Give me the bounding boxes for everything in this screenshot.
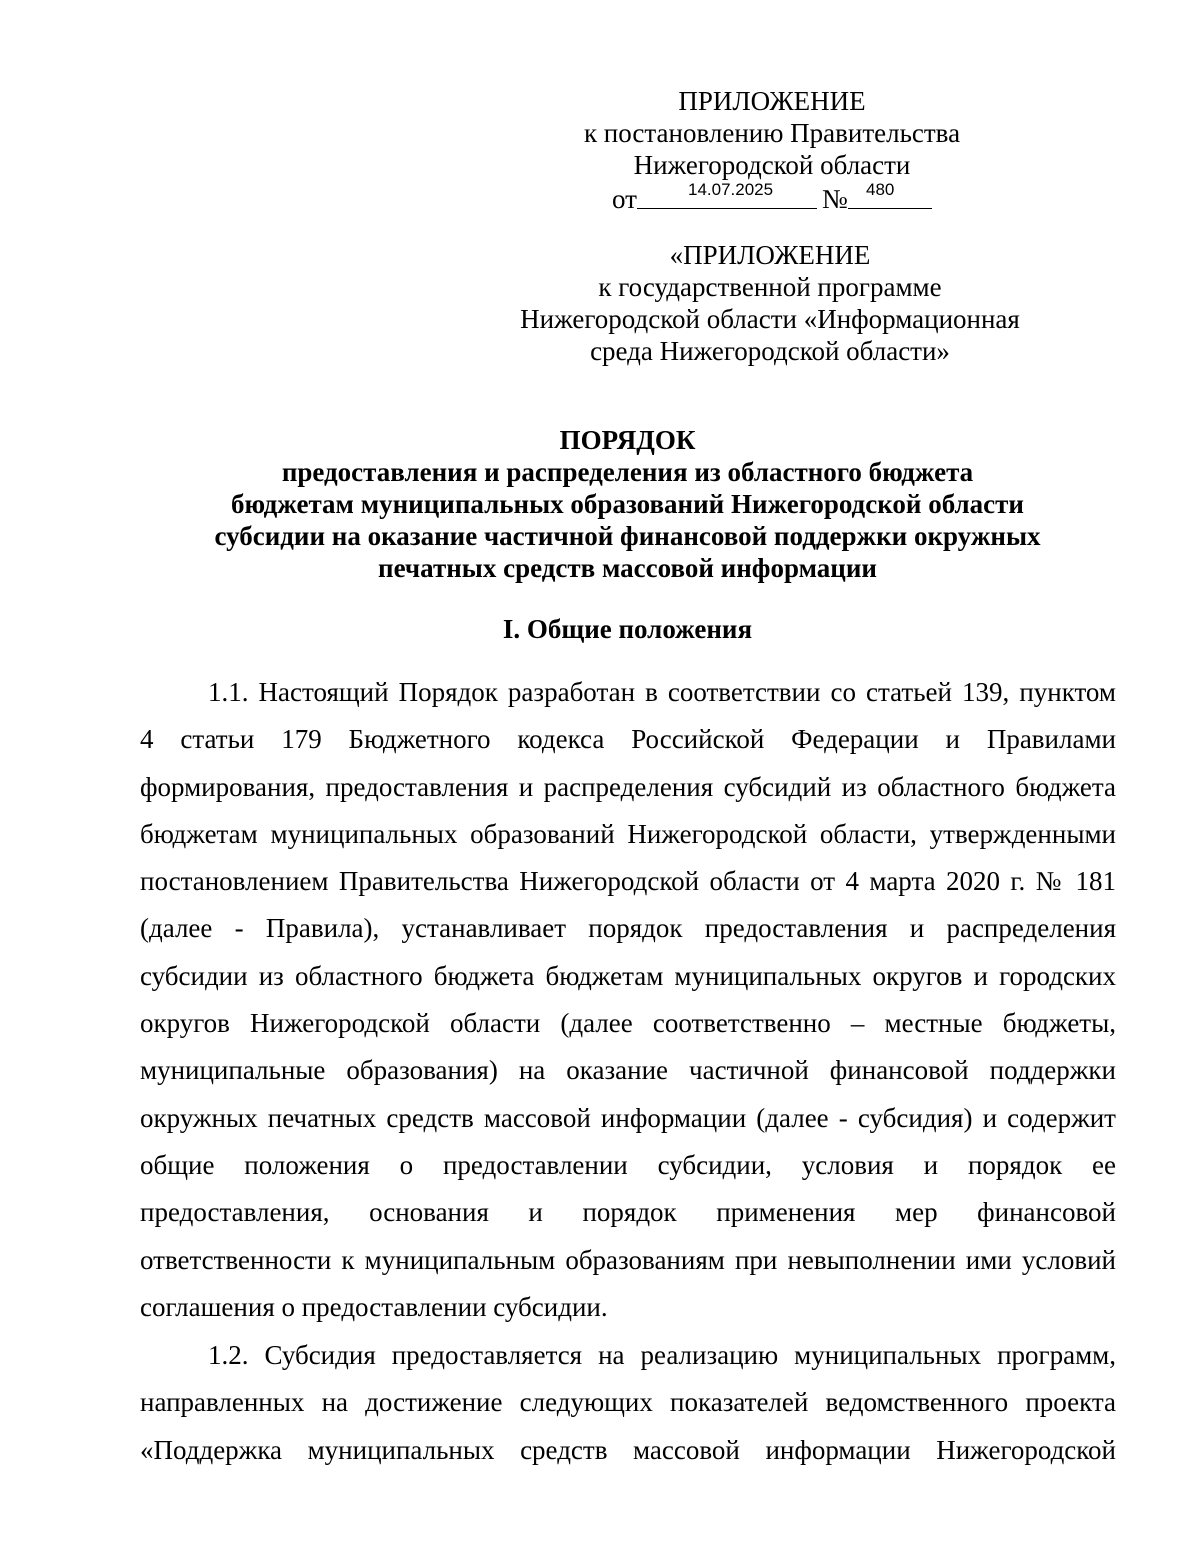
paragraph-1-2 [140,1332,1116,1474]
title-line: печатных средств массовой информации [378,553,877,583]
text-line: направленных на достижение следующих показателей ведомственного проекта [140,1387,1116,1418]
text-line: постановлением Правительства Нижегородской области от 4 марта 2020 г. № 181 [140,866,1116,897]
program-appendix-line: среда Нижегородской области» [590,336,950,366]
text-line: формирования, предоставления и распределения субсидий из областного бюджета [140,771,1116,802]
title-line: ПОРЯДОК [559,425,696,455]
title-line: бюджетам муниципальных образований Нижегородской области [231,489,1024,519]
text-line: субсидии из областного бюджета бюджетам муниципальных округов и городских [140,960,1116,991]
text-line: бюджетам муниципальных образований Нижегородской области, утвержденными [140,818,1116,849]
text-line: округов Нижегородской области (далее соответственно – местные бюджеты, [140,1008,1116,1039]
number-underline [848,208,932,209]
program-appendix-line: к государственной программе [598,272,942,302]
resolution-appendix-header [572,86,972,182]
title-line: предоставления и распределения из областного бюджета [281,457,974,487]
program-appendix-line: «ПРИЛОЖЕНИЕ [669,240,871,270]
text-line: ответственности к муниципальным образованиям при невыполнении ими условий [140,1244,1116,1275]
number-label: № [822,184,848,214]
program-appendix-header [500,240,1040,368]
program-appendix-line: Нижегородской области «Информационная [520,304,1020,334]
text-line: муниципальные образования) на оказание частичной финансовой поддержки [140,1055,1116,1086]
document-title [100,424,1155,584]
resolution-date: 14.07.2025 [688,180,774,199]
text-line: «Поддержка муниципальных средств массовой информации Нижегородской [140,1434,1116,1465]
text-line: окружных печатных средств массовой информации (далее - субсидия) и содержит [140,1102,1116,1133]
appendix-line: Нижегородской области [633,150,911,180]
text-line: соглашения о предоставлении субсидии. [140,1291,608,1322]
text-line: (далее - Правила), устанавливает порядок предоставления и распределения [140,913,1116,944]
text-line: 4 статьи 179 Бюджетного кодекса Российской Федерации и Правилами [140,724,1116,755]
resolution-number: 480 [866,180,895,199]
text-line: общие положения о предоставлении субсидии, условия и порядок ее [140,1149,1116,1180]
text-line: 1.1. Настоящий Порядок разработан в соответствии со статьей 139, пунктом [208,677,1116,707]
section-heading: I. Общие положения [502,614,753,644]
from-label: от [612,184,637,214]
text-line: предоставления, основания и порядок применения мер финансовой [140,1197,1116,1228]
text-line: 1.2. Субсидия предоставляется на реализацию муниципальных программ, [208,1340,1116,1370]
paragraph-1-1 [140,669,1116,1331]
date-underline [637,208,817,209]
title-line: субсидии на оказание частичной финансовой поддержки окружных [214,521,1041,551]
appendix-heading: ПРИЛОЖЕНИЕ [678,86,866,116]
appendix-line: к постановлению Правительства [583,118,961,148]
